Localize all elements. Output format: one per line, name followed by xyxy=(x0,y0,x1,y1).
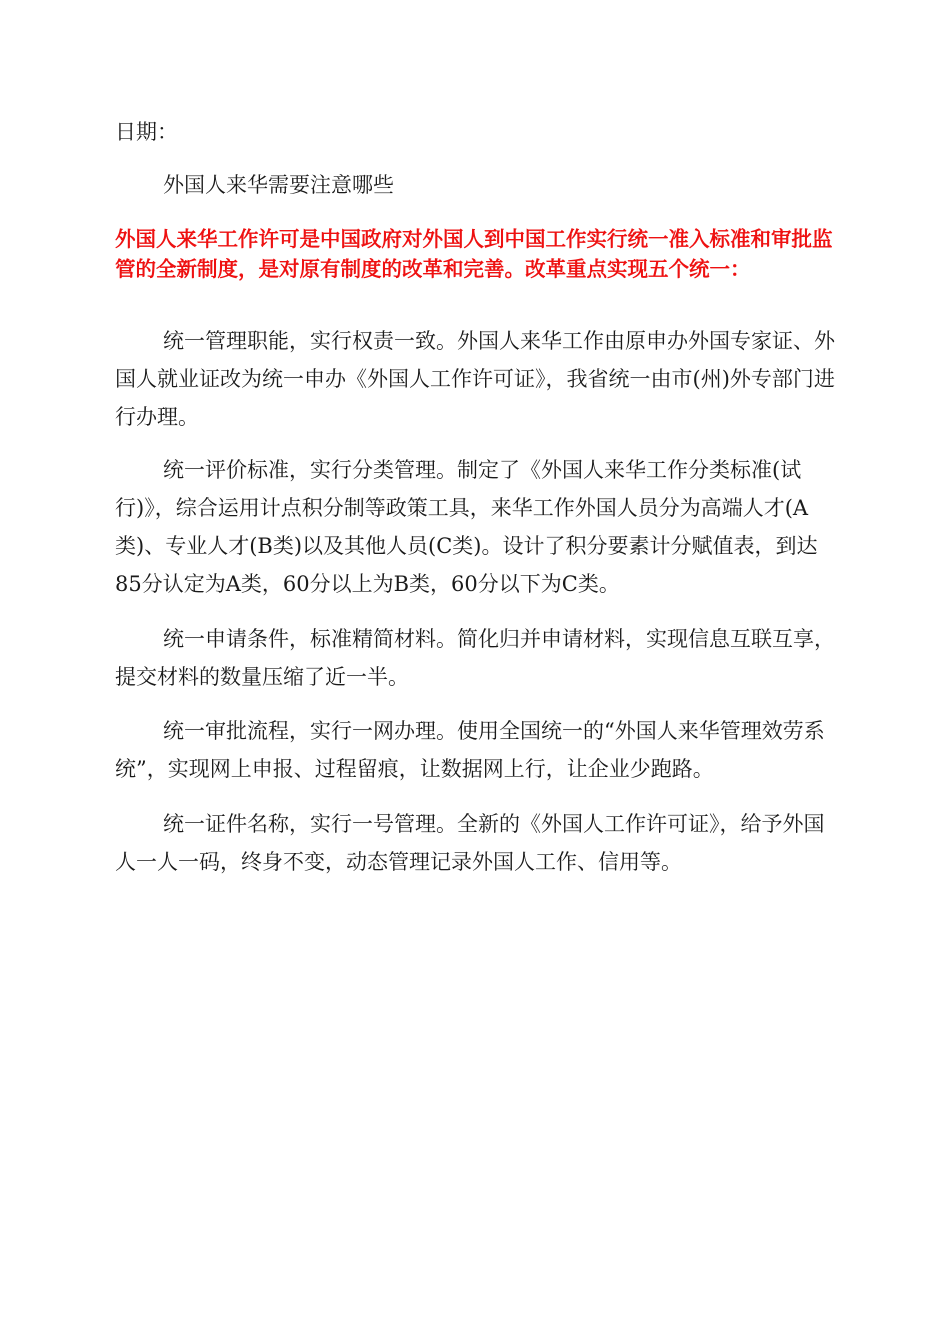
highlight-intro: 外国人来华工作许可是中国政府对外国人到中国工作实行统一准入标准和审批监管的全新制度，是对原有制度的改革和完善。改革重点实现五个统一： xyxy=(115,227,833,281)
paragraph-unified-evaluation: 统一评价标准，实行分类管理。制定了《外国人来华工作分类标准(试行)》，综合运用计点积分制等政策工具，来华工作外国人员分为高端人才(A类)、专业人才(B类)以及其他人员(C类)。设计了积分要素计分赋值表，到达85分认定为A类，60分以上为B类，60分以下为C类。 xyxy=(115,458,818,596)
paragraph-unified-certificate: 统一证件名称，实行一号管理。全新的《外国人工作许可证》，给予外国人一人一码，终身不变，动态管理记录外国人工作、信用等。 xyxy=(115,812,825,874)
paragraph-unified-application: 统一申请条件，标准精简材料。简化归并申请材料，实现信息互联互享，提交材料的数量压缩了近一半。 xyxy=(115,627,835,689)
paragraph-unified-approval: 统一审批流程，实行一网办理。使用全国统一的“外国人来华管理效劳系统”，实现网上申报、过程留痕，让数据网上行，让企业少跑路。 xyxy=(115,719,825,781)
document-title: 外国人来华需要注意哪些 xyxy=(163,173,394,197)
date-label: 日期： xyxy=(115,120,178,144)
paragraph-unified-management: 统一管理职能，实行权责一致。外国人来华工作由原申办外国专家证、外国人就业证改为统一申办《外国人工作许可证》，我省统一由市(州)外专部门进行办理。 xyxy=(115,329,835,429)
